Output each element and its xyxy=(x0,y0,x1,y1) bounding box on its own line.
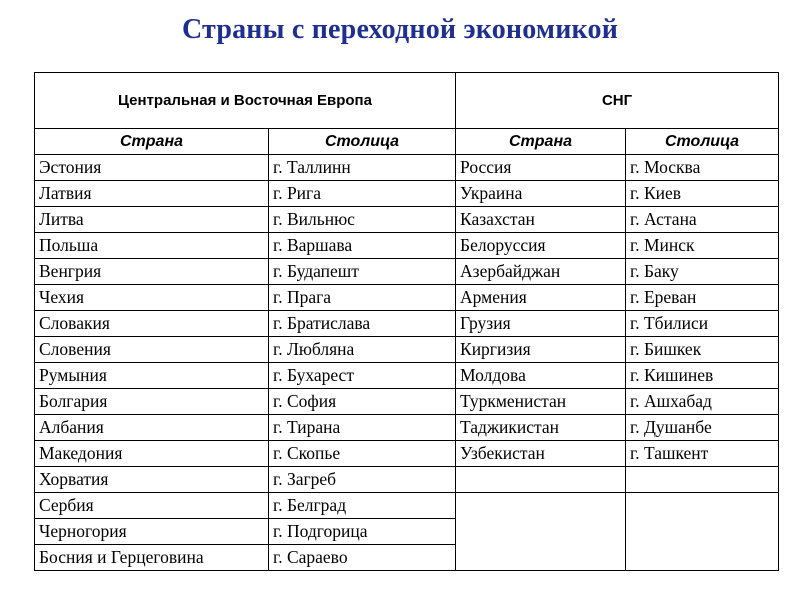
cis-country-cell: Россия xyxy=(456,155,626,181)
cis-country-cell: Киргизия xyxy=(456,337,626,363)
empty-cell xyxy=(456,493,626,571)
europe-capital-cell: г. Бухарест xyxy=(269,363,456,389)
column-header-europe-country: Страна xyxy=(35,129,269,155)
europe-capital-cell: г. Любляна xyxy=(269,337,456,363)
cis-country-cell: Азербайджан xyxy=(456,259,626,285)
cis-country-cell: Армения xyxy=(456,285,626,311)
column-header-row xyxy=(35,129,779,155)
cis-capital-cell: г. Москва xyxy=(626,155,779,181)
group-header-row xyxy=(35,73,779,129)
countries-table xyxy=(34,72,779,571)
group-label-europe: Центральная и Восточная Европа xyxy=(118,91,372,109)
europe-capital-cell: г. Варшава xyxy=(269,233,456,259)
empty-cell xyxy=(626,467,779,493)
group-header-europe xyxy=(35,73,456,129)
europe-country-cell: Румыния xyxy=(35,363,269,389)
europe-country-cell: Черногория xyxy=(35,519,269,545)
europe-country-cell: Сербия xyxy=(35,493,269,519)
europe-country-cell: Польша xyxy=(35,233,269,259)
cis-capital-cell: г. Астана xyxy=(626,207,779,233)
table-body xyxy=(35,155,779,571)
europe-capital-cell: г. Таллинн xyxy=(269,155,456,181)
europe-country-cell: Литва xyxy=(35,207,269,233)
column-header-cis-country: Страна xyxy=(456,129,626,155)
table-row xyxy=(35,467,779,493)
table-row xyxy=(35,233,779,259)
europe-country-cell: Босния и Герцеговина xyxy=(35,545,269,571)
europe-country-cell: Болгария xyxy=(35,389,269,415)
cis-capital-cell: г. Бишкек xyxy=(626,337,779,363)
europe-capital-cell: г. Будапешт xyxy=(269,259,456,285)
table-row xyxy=(35,337,779,363)
cis-capital-cell: г. Ереван xyxy=(626,285,779,311)
empty-cell xyxy=(456,467,626,493)
table-row xyxy=(35,181,779,207)
table-row xyxy=(35,207,779,233)
table-row xyxy=(35,285,779,311)
europe-capital-cell: г. Рига xyxy=(269,181,456,207)
cis-country-cell: Украина xyxy=(456,181,626,207)
column-header-cis-capital: Столица xyxy=(626,129,779,155)
europe-capital-cell: г. Сараево xyxy=(269,545,456,571)
europe-country-cell: Венгрия xyxy=(35,259,269,285)
table-row xyxy=(35,441,779,467)
table-row xyxy=(35,493,779,519)
table-row xyxy=(35,389,779,415)
cis-country-cell: Узбекистан xyxy=(456,441,626,467)
europe-capital-cell: г. Братислава xyxy=(269,311,456,337)
cis-capital-cell: г. Душанбе xyxy=(626,415,779,441)
cis-capital-cell: г. Киев xyxy=(626,181,779,207)
cis-capital-cell: г. Баку xyxy=(626,259,779,285)
column-header-europe-capital: Столица xyxy=(269,129,456,155)
europe-capital-cell: г. Загреб xyxy=(269,467,456,493)
group-header-cis xyxy=(456,73,779,129)
europe-capital-cell: г. Тирана xyxy=(269,415,456,441)
cis-capital-cell: г. Ашхабад xyxy=(626,389,779,415)
cis-country-cell: Грузия xyxy=(456,311,626,337)
page-title: Страны с переходной экономикой xyxy=(181,14,619,45)
europe-country-cell: Хорватия xyxy=(35,467,269,493)
cis-capital-cell: г. Ташкент xyxy=(626,441,779,467)
europe-country-cell: Эстония xyxy=(35,155,269,181)
table-row xyxy=(35,363,779,389)
europe-capital-cell: г. Белград xyxy=(269,493,456,519)
empty-cell xyxy=(626,493,779,571)
cis-country-cell: Таджикистан xyxy=(456,415,626,441)
europe-capital-cell: г. София xyxy=(269,389,456,415)
europe-capital-cell: г. Прага xyxy=(269,285,456,311)
europe-country-cell: Латвия xyxy=(35,181,269,207)
europe-capital-cell: г. Вильнюс xyxy=(269,207,456,233)
europe-country-cell: Чехия xyxy=(35,285,269,311)
europe-country-cell: Словения xyxy=(35,337,269,363)
cis-country-cell: Молдова xyxy=(456,363,626,389)
europe-country-cell: Албания xyxy=(35,415,269,441)
table-row xyxy=(35,259,779,285)
europe-country-cell: Словакия xyxy=(35,311,269,337)
cis-country-cell: Казахстан xyxy=(456,207,626,233)
table-row xyxy=(35,311,779,337)
cis-capital-cell: г. Минск xyxy=(626,233,779,259)
cis-capital-cell: г. Кишинев xyxy=(626,363,779,389)
cis-capital-cell: г. Тбилиси xyxy=(626,311,779,337)
cis-country-cell: Белоруссия xyxy=(456,233,626,259)
group-label-cis: СНГ xyxy=(601,91,633,109)
cis-country-cell: Туркменистан xyxy=(456,389,626,415)
europe-capital-cell: г. Скопье xyxy=(269,441,456,467)
europe-country-cell: Македония xyxy=(35,441,269,467)
table-row xyxy=(35,155,779,181)
table-row xyxy=(35,415,779,441)
europe-capital-cell: г. Подгорица xyxy=(269,519,456,545)
